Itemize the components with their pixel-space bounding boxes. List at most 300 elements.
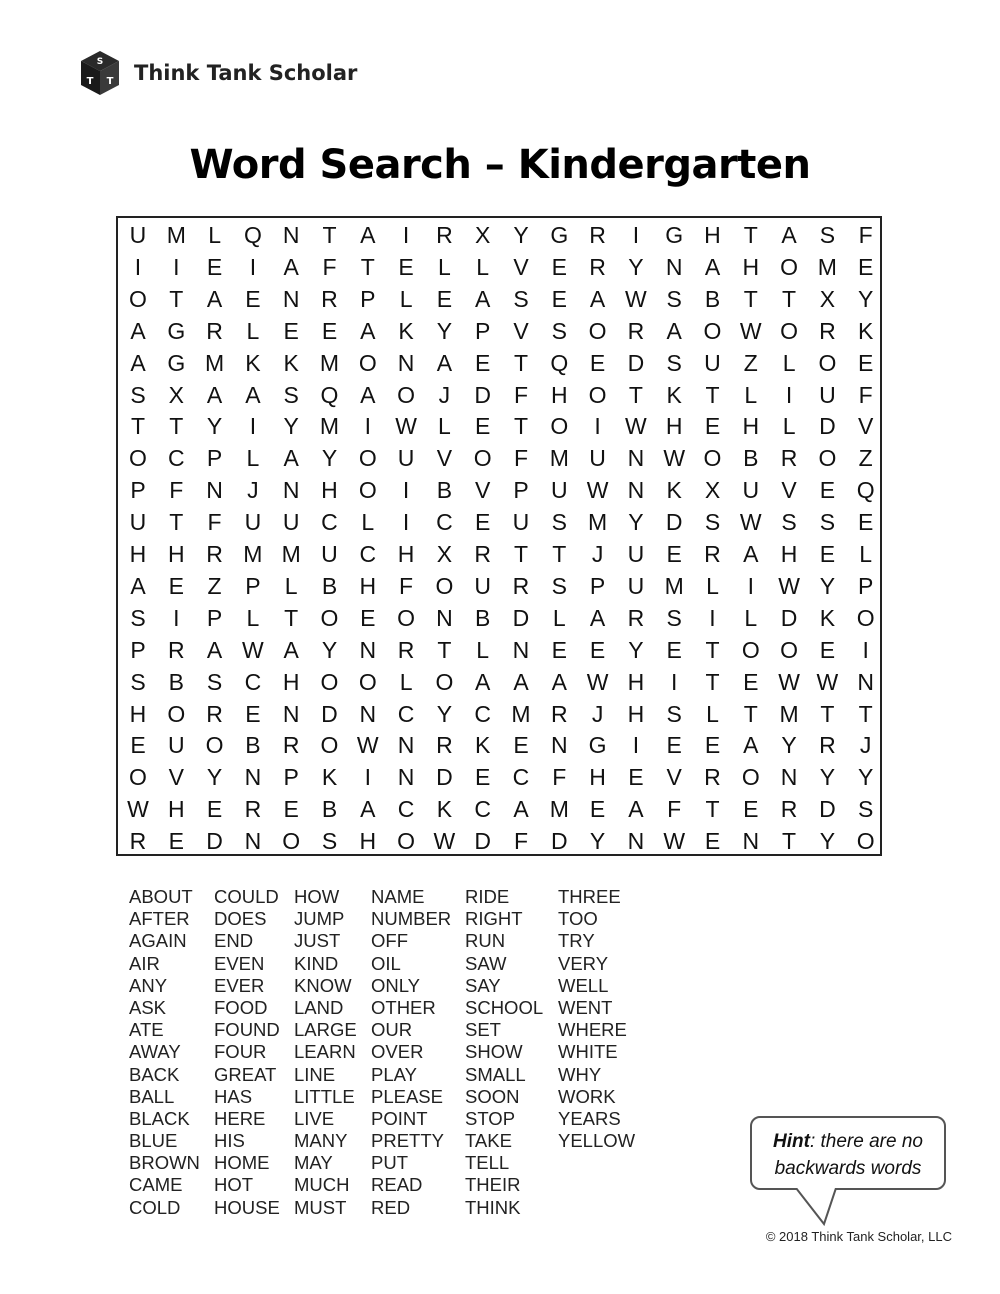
grid-letter: L <box>744 604 758 631</box>
word-item: PLAY <box>371 1063 417 1085</box>
grid-letter: X <box>704 477 721 504</box>
grid-letter: N <box>359 636 377 663</box>
grid-letter: M <box>319 349 340 376</box>
grid-letter: E <box>819 636 836 663</box>
grid-letter: L <box>399 668 413 695</box>
word-item: RUN <box>465 930 506 952</box>
grid-letter: T <box>169 285 184 312</box>
grid-letter: P <box>245 572 261 599</box>
word-item: SAY <box>465 974 501 996</box>
word-column <box>214 886 280 1219</box>
grid-letter: R <box>627 317 645 344</box>
grid-letter: A <box>781 222 797 248</box>
grid-letter: Q <box>856 477 875 504</box>
grid-letter: H <box>780 541 798 567</box>
grid-letter: W <box>816 668 839 695</box>
grid-letter: D <box>512 604 530 631</box>
grid-row <box>118 220 880 252</box>
grid-letter: Y <box>858 285 874 312</box>
grid-letter: G <box>167 317 186 344</box>
word-item: SCHOOL <box>465 996 544 1018</box>
grid-letter: O <box>205 732 224 759</box>
word-item: CAME <box>129 1174 183 1196</box>
grid-letter: T <box>743 700 758 727</box>
word-item: HOME <box>214 1152 270 1174</box>
grid-letter: O <box>780 253 799 280</box>
word-item: AGAIN <box>129 930 187 952</box>
grid-letter: W <box>586 668 609 695</box>
grid-letter: N <box>244 764 262 791</box>
grid-letter: P <box>130 636 146 663</box>
grid-letter: S <box>130 668 146 695</box>
grid-letter: C <box>512 764 530 791</box>
word-item: POINT <box>371 1107 428 1129</box>
svg-text:T: T <box>106 76 114 87</box>
grid-letter: H <box>550 381 568 408</box>
grid-letter: B <box>475 604 491 631</box>
grid-letter: K <box>283 349 299 376</box>
grid-letter: L <box>399 285 413 312</box>
grid-letter: E <box>245 700 261 727</box>
grid-letter: E <box>321 317 338 344</box>
grid-letter: W <box>625 413 647 440</box>
grid-letter: L <box>706 700 719 727</box>
grid-letter: H <box>742 253 760 280</box>
grid-letter: R <box>627 604 645 631</box>
grid-letter: S <box>666 285 682 312</box>
grid-letter: N <box>627 445 645 472</box>
grid-letter: N <box>359 700 377 727</box>
grid-letter: Y <box>858 764 874 791</box>
grid-letter: S <box>666 700 682 727</box>
grid-letter: E <box>168 828 184 855</box>
grid-letter: T <box>284 604 299 631</box>
grid-letter: V <box>666 764 682 791</box>
grid-letter: S <box>781 509 797 536</box>
page-title: Word Search – Kindergarten <box>189 142 811 188</box>
grid-letter: T <box>743 285 758 312</box>
grid-letter: I <box>134 253 142 280</box>
grid-letter: O <box>129 445 147 472</box>
grid-letter: W <box>242 636 264 663</box>
grid-letter: Z <box>207 572 222 599</box>
grid-letter: N <box>397 764 415 791</box>
grid-letter: Y <box>819 828 836 855</box>
word-item: HAS <box>214 1085 253 1107</box>
grid-letter: D <box>780 604 798 631</box>
grid-letter: R <box>321 285 338 312</box>
grid-letter: G <box>665 222 684 248</box>
word-item: YEARS <box>558 1107 621 1129</box>
grid-letter: J <box>591 541 604 567</box>
word-item: EVEN <box>214 952 265 974</box>
grid-letter: W <box>663 828 686 855</box>
grid-letter: I <box>785 381 793 408</box>
word-item: TAKE <box>465 1130 512 1152</box>
grid-letter: E <box>628 764 644 791</box>
grid-letter: F <box>552 764 567 791</box>
grid-letter: S <box>513 285 529 312</box>
grid-letter: O <box>588 317 607 344</box>
grid-letter: Y <box>628 509 644 536</box>
grid-letter: H <box>359 828 377 855</box>
grid-letter: E <box>704 828 721 855</box>
grid-letter: P <box>283 764 299 791</box>
word-item: TELL <box>465 1152 510 1174</box>
word-item: DOES <box>214 908 267 930</box>
grid-row <box>118 762 880 794</box>
word-item: AFTER <box>129 908 190 930</box>
grid-letter: N <box>282 222 300 248</box>
grid-letter: N <box>665 253 683 280</box>
grid-letter: Y <box>321 445 338 472</box>
word-item: END <box>214 930 254 952</box>
grid-letter: O <box>320 732 339 759</box>
grid-letter: P <box>513 477 529 504</box>
grid-letter: R <box>206 541 223 567</box>
grid-letter: N <box>397 732 415 759</box>
grid-letter: D <box>819 413 836 440</box>
grid-letter: R <box>589 222 606 248</box>
grid-letter: E <box>283 317 299 344</box>
grid-letter: B <box>743 445 759 472</box>
grid-letter: U <box>704 349 721 376</box>
grid-letter: N <box>550 732 568 759</box>
word-item: GREAT <box>214 1063 277 1085</box>
grid-letter: W <box>625 285 647 312</box>
grid-letter: S <box>283 381 299 408</box>
grid-letter: P <box>206 445 223 472</box>
grid-letter: F <box>513 445 529 472</box>
grid-letter: A <box>360 317 376 344</box>
grid-letter: S <box>206 668 223 695</box>
grid-letter: R <box>512 572 530 599</box>
grid-letter: V <box>513 317 529 344</box>
grid-letter: O <box>397 381 416 408</box>
word-item: HOT <box>214 1174 254 1196</box>
grid-letter: E <box>819 541 836 567</box>
grid-letter: E <box>475 413 491 440</box>
grid-letter: E <box>551 636 567 663</box>
word-item: PUT <box>371 1152 408 1174</box>
grid-letter: E <box>589 796 606 823</box>
brand-logo <box>80 50 357 96</box>
grid-letter: R <box>206 317 223 344</box>
grid-letter: N <box>436 604 453 631</box>
grid-letter: O <box>320 668 339 695</box>
grid-letter: O <box>550 413 569 440</box>
grid-row <box>118 667 880 699</box>
grid-letter: E <box>819 477 836 504</box>
grid-letter: W <box>739 509 762 536</box>
grid-letter: L <box>782 349 796 376</box>
word-item: OFF <box>371 930 408 952</box>
grid-letter: O <box>358 349 377 376</box>
word-item: BROWN <box>129 1152 200 1174</box>
grid-letter: O <box>588 381 607 408</box>
grid-letter: V <box>436 445 453 472</box>
grid-letter: H <box>167 796 185 823</box>
grid-letter: A <box>513 796 529 823</box>
grid-letter: A <box>360 381 376 408</box>
word-item: ANY <box>129 974 168 996</box>
grid-letter: C <box>474 796 491 823</box>
word-column <box>558 886 635 1152</box>
grid-letter: I <box>594 413 601 440</box>
grid-letter: U <box>550 477 568 504</box>
word-item: LAND <box>294 996 344 1018</box>
grid-letter: D <box>550 828 568 855</box>
grid-letter: A <box>551 668 567 695</box>
grid-letter: I <box>249 413 257 440</box>
word-item: LINE <box>294 1063 336 1085</box>
grid-letter: D <box>627 349 645 376</box>
grid-letter: N <box>206 477 223 504</box>
grid-letter: A <box>475 285 491 312</box>
grid-letter: O <box>435 668 454 695</box>
grid-letter: R <box>206 700 223 727</box>
grid-letter: T <box>705 668 720 695</box>
grid-letter: D <box>436 764 453 791</box>
word-item: YELLOW <box>558 1130 636 1152</box>
grid-letter: P <box>858 572 874 599</box>
word-column <box>465 886 543 1219</box>
grid-letter: A <box>743 541 759 567</box>
grid-letter: B <box>168 668 184 695</box>
grid-letter: U <box>474 572 491 599</box>
grid-letter: N <box>244 828 262 855</box>
grid-letter: T <box>743 222 758 248</box>
grid-letter: O <box>818 445 837 472</box>
grid-letter: Y <box>206 764 223 791</box>
grid-letter: B <box>321 796 338 823</box>
word-item: OIL <box>371 952 401 974</box>
grid-letter: V <box>168 764 184 791</box>
grid-letter: T <box>705 381 720 408</box>
grid-letter: M <box>511 700 531 727</box>
grid-letter: S <box>858 796 874 823</box>
grid-letter: V <box>858 413 874 440</box>
grid-letter: L <box>246 445 260 472</box>
grid-letter: F <box>513 828 529 855</box>
word-item: OUR <box>371 1019 413 1041</box>
grid-letter: O <box>167 700 186 727</box>
grid-letter: A <box>206 285 223 312</box>
grid-letter: E <box>666 541 682 567</box>
grid-letter: R <box>436 732 453 759</box>
grid-letter: U <box>512 509 530 536</box>
grid-letter: X <box>819 285 836 312</box>
grid-letter: R <box>397 636 415 663</box>
grid-letter: H <box>627 668 645 695</box>
grid-letter: S <box>704 509 721 536</box>
grid-letter: E <box>589 349 606 376</box>
grid-letter: K <box>475 732 491 759</box>
grid-letter: U <box>321 541 338 567</box>
grid-letter: R <box>436 222 453 248</box>
grid-letter: N <box>742 828 760 855</box>
grid-letter: T <box>628 381 643 408</box>
word-item: FOUND <box>214 1019 280 1041</box>
word-item: BALL <box>129 1085 175 1107</box>
grid-letter: A <box>360 796 376 823</box>
word-item: EVER <box>214 974 265 996</box>
grid-letter: R <box>704 764 721 791</box>
grid-letter: J <box>591 700 604 727</box>
word-item: AWAY <box>129 1041 181 1063</box>
word-item: LARGE <box>294 1019 357 1041</box>
word-item: LITTLE <box>294 1085 355 1107</box>
grid-letter: T <box>705 796 720 823</box>
grid-letter: U <box>627 541 645 567</box>
grid-letter: L <box>552 604 566 631</box>
word-item: ONLY <box>371 974 421 996</box>
grid-letter: C <box>167 445 185 472</box>
grid-letter: P <box>206 604 223 631</box>
word-item: JUST <box>294 930 341 952</box>
word-item: STOP <box>465 1107 516 1129</box>
grid-row <box>118 571 880 603</box>
grid-letter: E <box>858 253 874 280</box>
grid-letter: K <box>245 349 261 376</box>
grid-letter: I <box>364 764 371 791</box>
grid-letter: B <box>704 285 721 312</box>
word-item: FOOD <box>214 996 268 1018</box>
grid-letter: A <box>589 285 606 312</box>
grid-letter: L <box>246 317 260 344</box>
grid-letter: M <box>319 413 340 440</box>
grid-letter: O <box>703 317 722 344</box>
word-search-grid <box>116 216 882 856</box>
grid-letter: G <box>550 222 569 248</box>
speech-bubble-tail-icon <box>790 1188 850 1228</box>
grid-letter: R <box>589 253 606 280</box>
word-item: JUMP <box>294 908 345 930</box>
grid-letter: J <box>247 477 259 504</box>
grid-letter: I <box>249 253 257 280</box>
grid-letter: Y <box>589 828 606 855</box>
grid-letter: C <box>359 541 377 567</box>
grid-letter: S <box>666 349 682 376</box>
word-item: MUST <box>294 1196 347 1218</box>
grid-letter: O <box>473 445 492 472</box>
word-column <box>129 886 200 1219</box>
grid-letter: O <box>358 668 377 695</box>
word-item: SHOW <box>465 1041 523 1063</box>
grid-letter: E <box>398 253 414 280</box>
word-item: ATE <box>129 1019 164 1041</box>
word-item: WHY <box>558 1063 602 1085</box>
grid-letter: O <box>703 445 722 472</box>
grid-row <box>118 443 880 475</box>
grid-letter: W <box>778 572 800 599</box>
grid-letter: B <box>245 732 261 759</box>
grid-letter: T <box>820 700 835 727</box>
grid-letter: K <box>398 317 414 344</box>
grid-letter: U <box>167 732 185 759</box>
word-item: ABOUT <box>129 886 193 907</box>
grid-letter: D <box>206 828 223 855</box>
grid-letter: Y <box>628 636 644 663</box>
word-item: THEIR <box>465 1174 521 1196</box>
grid-letter: S <box>551 572 567 599</box>
grid-letter: L <box>437 413 451 440</box>
word-item: PLEASE <box>371 1085 443 1107</box>
grid-letter: R <box>129 828 147 855</box>
word-item: THREE <box>558 886 621 907</box>
grid-letter: A <box>666 317 682 344</box>
word-item: AIR <box>129 952 160 974</box>
grid-letter: I <box>709 604 716 631</box>
grid-letter: L <box>859 541 873 567</box>
grid-letter: O <box>741 636 760 663</box>
grid-letter: P <box>360 285 376 312</box>
grid-letter: C <box>397 796 415 823</box>
grid-letter: W <box>586 477 609 504</box>
grid-letter: D <box>819 796 836 823</box>
grid-letter: P <box>130 477 146 504</box>
grid-letter: M <box>549 445 569 472</box>
grid-letter: A <box>206 636 223 663</box>
grid-letter: D <box>321 700 338 727</box>
grid-letter: V <box>475 477 491 504</box>
word-item: MANY <box>294 1130 348 1152</box>
word-item: MAY <box>294 1152 333 1174</box>
word-item: RIDE <box>465 886 510 907</box>
grid-letter: L <box>744 381 758 408</box>
grid-row <box>118 730 880 762</box>
grid-letter: O <box>780 317 799 344</box>
grid-letter: P <box>589 572 606 599</box>
grid-letter: H <box>129 700 147 727</box>
word-item: PRETTY <box>371 1130 444 1152</box>
grid-letter: N <box>857 668 874 695</box>
grid-letter: I <box>632 222 640 248</box>
grid-letter: S <box>321 828 338 855</box>
grid-letter: S <box>666 604 682 631</box>
grid-letter: A <box>360 222 376 248</box>
grid-letter: E <box>551 253 567 280</box>
word-list <box>0 886 700 1226</box>
grid-row <box>118 380 880 412</box>
grid-letter: W <box>127 796 149 823</box>
grid-letter: H <box>742 413 760 440</box>
grid-letter: I <box>862 636 869 663</box>
grid-letter: B <box>436 477 453 504</box>
grid-letter: E <box>743 668 759 695</box>
grid-letter: E <box>743 796 759 823</box>
word-item: RED <box>371 1196 411 1218</box>
grid-letter: Z <box>858 445 873 472</box>
word-item: HOW <box>294 886 340 907</box>
word-item: MUCH <box>294 1174 350 1196</box>
grid-letter: T <box>513 541 529 567</box>
word-item: READ <box>371 1174 423 1196</box>
grid-letter: N <box>282 700 300 727</box>
word-item: HERE <box>214 1107 266 1129</box>
grid-letter: G <box>167 349 186 376</box>
grid-letter: A <box>475 668 491 695</box>
word-item: SAW <box>465 952 507 974</box>
grid-letter: D <box>474 828 491 855</box>
grid-letter: L <box>208 222 221 248</box>
grid-row <box>118 539 880 571</box>
grid-letter: F <box>513 381 529 408</box>
grid-letter: T <box>782 285 797 312</box>
grid-letter: M <box>779 700 799 727</box>
grid-letter: U <box>742 477 760 504</box>
grid-letter: I <box>402 509 410 536</box>
